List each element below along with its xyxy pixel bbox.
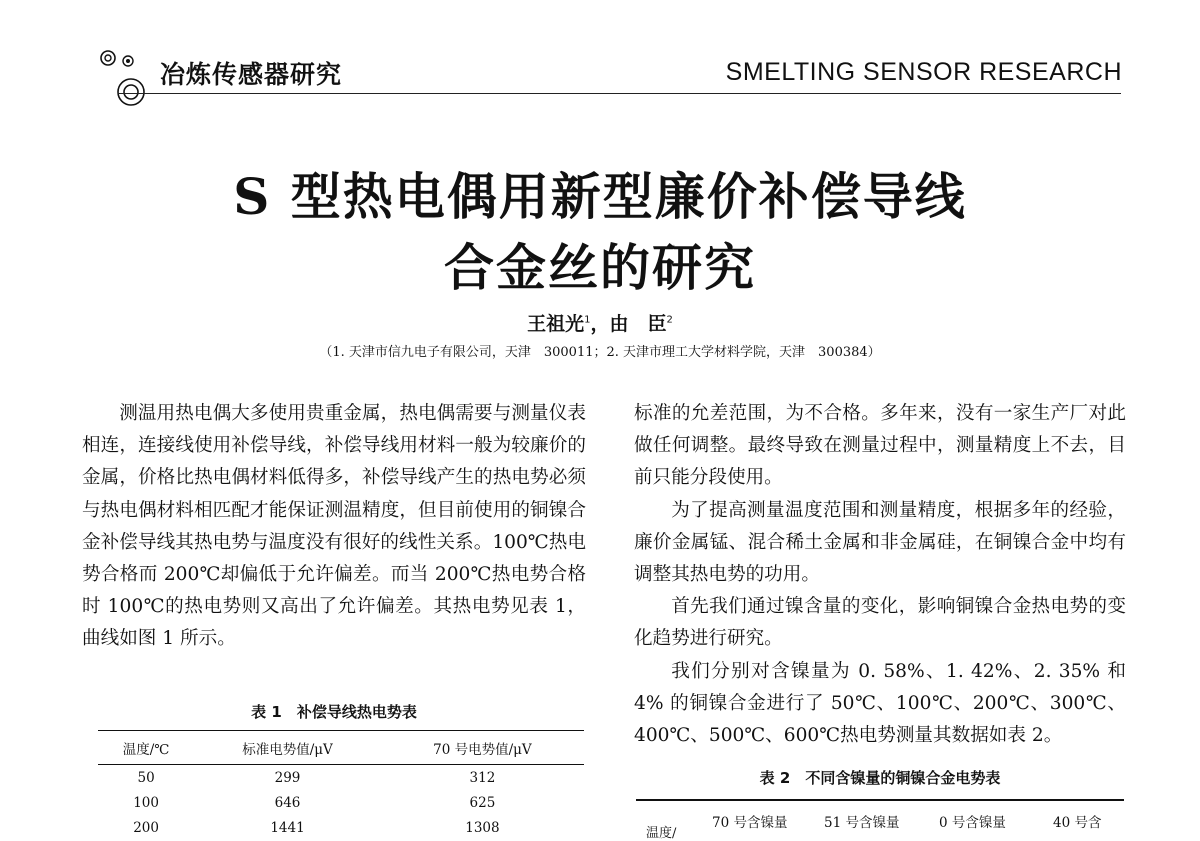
table-cell: 200	[133, 819, 159, 836]
table1-header-temperature: 温度/℃	[98, 731, 194, 765]
author-separator-and-author-2: ，由 臣	[590, 313, 667, 335]
table2-header-no40: 40 号含	[1053, 815, 1102, 831]
right-paragraph-1: 标准的允差范围，为不合格。多年来，没有一家生产厂对此做任何调整。最终导致在测量过程中，测量精度上不去，目前只能分段使用。	[634, 403, 1126, 489]
table1	[98, 730, 584, 840]
table2-header-no0: 0 号含镍量	[939, 815, 1006, 831]
article-title-line2: 合金丝的研究	[444, 238, 756, 297]
table1-caption: 表 1 补偿导线热电势表	[251, 703, 417, 721]
journal-logo-circles-icon	[98, 48, 160, 110]
author-2-affiliation-mark: 2	[666, 314, 673, 326]
author-1-affiliation-mark: 1	[584, 314, 591, 326]
table-cell: 646	[274, 794, 301, 811]
right-paragraph-4: 我们分别对含镍量为 0. 58%、1. 42%、2. 35% 和 4% 的铜镍合金进行了 50℃、100℃、200℃、300℃、400℃、500℃、600℃热电势测量其数据如表 2。	[634, 660, 1126, 747]
right-column	[634, 398, 1126, 752]
authors	[0, 309, 1200, 336]
table2-header-no51: 51 号含镍量	[824, 815, 900, 831]
table2-header-no70: 70 号含镍量	[712, 815, 788, 831]
table2-stub-header: 温度/	[646, 826, 677, 841]
table-row	[98, 815, 584, 840]
journal-name-chinese: 冶炼传感器研究	[160, 60, 343, 89]
table-row	[98, 765, 584, 791]
table1-header-row	[98, 731, 584, 765]
left-column	[82, 398, 586, 656]
table-row	[98, 790, 584, 815]
article-title-line1: S 型热电偶用新型廉价补偿导线	[233, 167, 967, 226]
table2-caption: 表 2 不同含镍量的铜镍合金电势表	[759, 769, 1001, 787]
table2-top-rule	[636, 799, 1124, 801]
affiliations: （1. 天津市信九电子有限公司，天津 300011；2. 天津市理工大学材料学院，天津 300384）	[319, 345, 881, 360]
table-cell: 1441	[270, 819, 305, 836]
table1-header-standard-emf: 标准电势值/μV	[194, 731, 381, 765]
table-cell: 100	[133, 794, 159, 811]
table1-header-no70-emf: 70 号电势值/μV	[381, 731, 584, 765]
table-cell: 625	[469, 794, 496, 811]
table-cell: 50	[137, 769, 155, 786]
author-1: 王祖光	[527, 313, 585, 335]
table-cell: 1308	[465, 819, 500, 836]
left-paragraph: 测温用热电偶大多使用贵重金属，热电偶需要与测量仪表相连，连接线使用补偿导线，补偿导线用材料一般为较廉价的金属，价格比热电偶材料低得多，补偿导线产生的热电势必须与热电偶材料相匹配才能保证测温精度，但目前使用的铜镍合金补偿导线其热电势与温度没有很好的线性关系。100℃热电势合格而 200℃却偏低于允许偏差。而当 200℃热电势合格时 100℃的热电势则又高出了允许偏差。其热电势见表 1，曲线如图 1 所示。	[82, 403, 586, 650]
right-paragraph-2: 为了提高测量温度范围和测量精度，根据多年的经验，廉价金属锰、混合稀土金属和非金属硅，在铜镍合金中均有调整其热电势的功用。	[634, 499, 1126, 586]
table-cell: 299	[274, 769, 301, 786]
right-paragraph-3: 首先我们通过镍含量的变化，影响铜镍合金热电势的变化趋势进行研究。	[634, 596, 1126, 650]
table-cell: 312	[469, 769, 496, 786]
header-rule	[118, 93, 1121, 94]
journal-name-english: SMELTING SENSOR RESEARCH	[725, 58, 1122, 86]
